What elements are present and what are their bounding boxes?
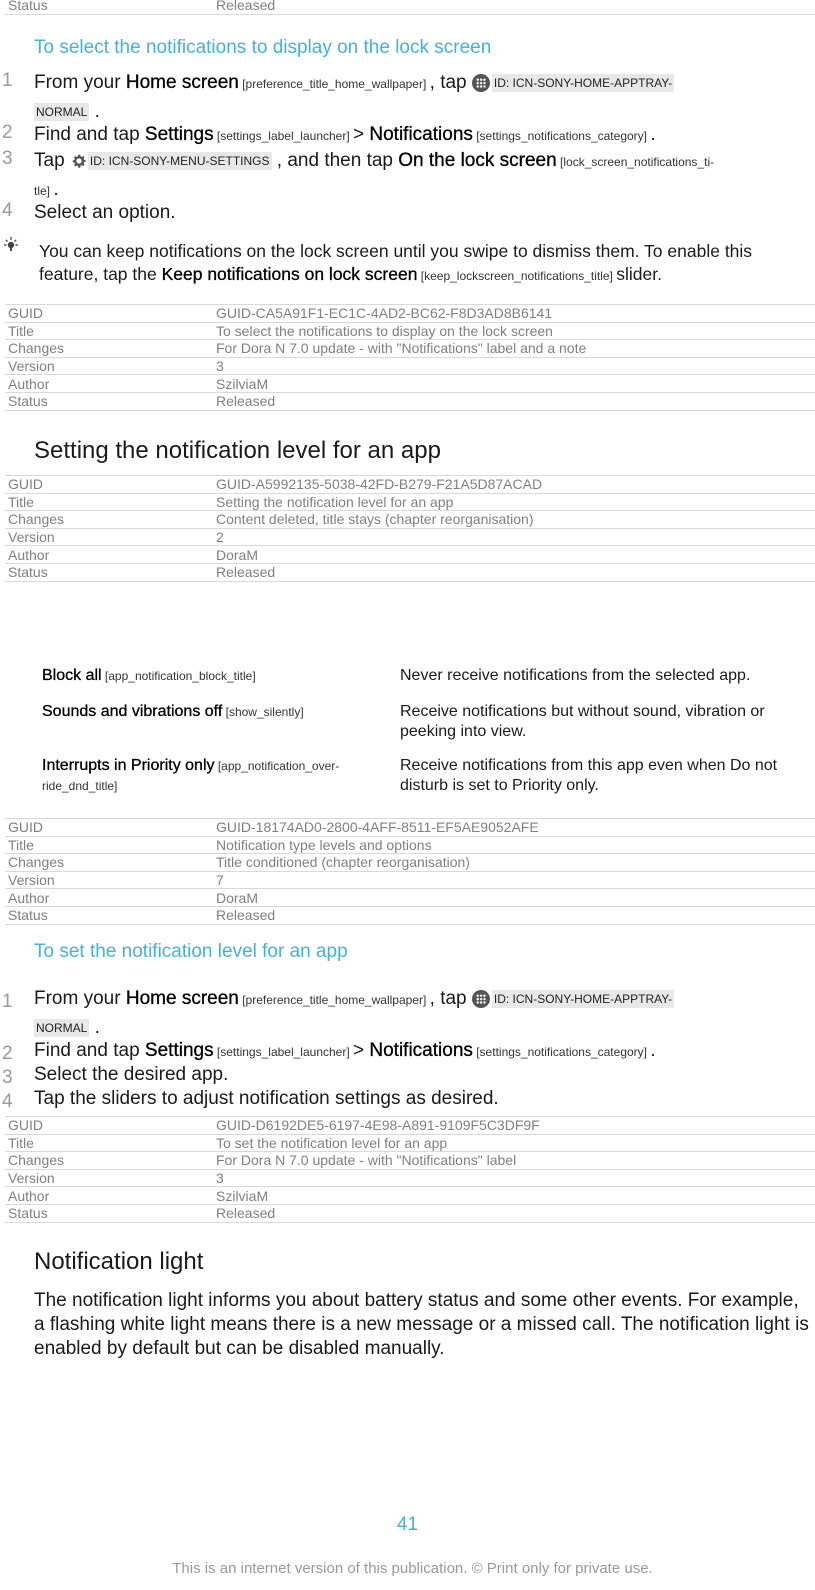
metadata-row bbox=[5, 322, 815, 340]
metadata-key: Status bbox=[5, 0, 213, 14]
metadata-value: Released bbox=[213, 906, 815, 924]
metadata-value: SzilviaM bbox=[213, 375, 815, 393]
step-4: Tap the sliders to adjust notification settings as desired. bbox=[34, 1088, 499, 1109]
metadata-table-set bbox=[5, 1116, 815, 1223]
metadata-row bbox=[5, 392, 815, 410]
step-number: 3 bbox=[2, 1067, 13, 1088]
step-1: From your Home screen [preference_title_home_wallpaper] , tap ID: ICN-SONY-HOME-APPTRAY- NORMAL . bbox=[34, 988, 673, 1038]
metadata-key: Status bbox=[5, 906, 213, 924]
metadata-row bbox=[5, 511, 815, 529]
icon-id-label: ID: ICN-SONY-MENU-SETTINGS bbox=[89, 153, 270, 168]
step-number: 2 bbox=[2, 1043, 13, 1064]
metadata-key: Title bbox=[5, 836, 213, 854]
step-number: 4 bbox=[2, 200, 13, 221]
metadata-value: Setting the notification level for an app bbox=[213, 493, 815, 511]
home-screen-term: Home screen bbox=[125, 72, 239, 93]
step-number: 4 bbox=[2, 1091, 13, 1112]
metadata-row bbox=[5, 375, 815, 393]
icon-id-label: ID: ICN-SONY-HOME-APPTRAY- bbox=[493, 75, 673, 90]
app-tray-icon bbox=[472, 74, 490, 92]
metadata-row bbox=[5, 1204, 815, 1222]
step-1: From your Home screen [preference_title_home_wallpaper] , tap ID: ICN-SONY-HOME-APPTRAY- NORMAL . bbox=[34, 72, 673, 122]
metadata-row bbox=[5, 871, 815, 889]
metadata-row bbox=[5, 340, 815, 358]
tip-text: You can keep notifications on the lock screen until you swipe to dismiss them. To enable this feature, tap the Keep notifications on lock screen [keep_lockscreen_notifications_title] slider. bbox=[39, 241, 753, 284]
metadata-value: GUID-CA5A91F1-EC1C-4AD2-BC62-F8D3AD8B6141 bbox=[213, 305, 815, 323]
metadata-row bbox=[5, 493, 815, 511]
metadata-value: For Dora N 7.0 update - with "Notifications" label and a note bbox=[213, 340, 815, 358]
metadata-value: GUID-A5992135-5038-42FD-B279-F21A5D87ACAD bbox=[213, 476, 815, 494]
metadata-value: DoraM bbox=[213, 546, 815, 564]
metadata-value: Released bbox=[213, 0, 815, 14]
home-screen-term: Home screen bbox=[125, 988, 239, 1009]
section-title-lock-screen: To select the notifications to display on the lock screen bbox=[34, 37, 492, 58]
app-tray-icon bbox=[472, 990, 490, 1008]
metadata-table-partial bbox=[5, 0, 815, 15]
page-number: 41 bbox=[396, 1514, 419, 1535]
metadata-row bbox=[5, 1187, 815, 1205]
metadata-key: GUID bbox=[5, 476, 213, 494]
option-term: Block all bbox=[42, 667, 102, 684]
option-description: Receive notifications from this app even when Do not disturb is set to Priority only. bbox=[400, 757, 778, 794]
metadata-row bbox=[5, 476, 815, 494]
metadata-row bbox=[5, 889, 815, 907]
metadata-value: 2 bbox=[213, 528, 815, 546]
metadata-value: Released bbox=[213, 1204, 815, 1222]
metadata-key: Title bbox=[5, 322, 213, 340]
metadata-key: Author bbox=[5, 546, 213, 564]
metadata-table-lock bbox=[5, 304, 815, 411]
metadata-row bbox=[5, 854, 815, 872]
section-title-notification-light: Notification light bbox=[34, 1248, 204, 1275]
metadata-value: Released bbox=[213, 563, 815, 581]
metadata-row bbox=[5, 836, 815, 854]
step-number: 3 bbox=[2, 148, 13, 169]
notification-light-paragraph: The notification light informs you about battery status and some other events. For example, a flashing white light means there is a new message or a missed call. The notification light is enabled by default but can be disabled manually. bbox=[34, 1290, 809, 1359]
step-2: Find and tap Settings [settings_label_launcher] > Notifications [settings_notifications_category] . bbox=[34, 124, 656, 145]
notifications-term: Notifications bbox=[369, 124, 473, 145]
metadata-key: GUID bbox=[5, 1117, 213, 1135]
step-3: Select the desired app. bbox=[34, 1064, 229, 1085]
metadata-key: GUID bbox=[5, 305, 213, 323]
metadata-row bbox=[5, 357, 815, 375]
metadata-row bbox=[5, 1117, 815, 1135]
step-4: Select an option. bbox=[34, 202, 176, 223]
step-3: Tap ID: ICN-SONY-MENU-SETTINGS , and then tap On the lock screen [lock_screen_notifications_ti- tle] . bbox=[34, 150, 715, 200]
metadata-key: Version bbox=[5, 528, 213, 546]
metadata-key: Version bbox=[5, 871, 213, 889]
metadata-key: Changes bbox=[5, 340, 213, 358]
metadata-key: Author bbox=[5, 375, 213, 393]
option-term: Interrupts in Priority only bbox=[42, 757, 215, 774]
metadata-value: GUID-18174AD0-2800-4AFF-8511-EF5AE9052AFE bbox=[213, 819, 815, 837]
metadata-row bbox=[5, 1169, 815, 1187]
metadata-table-level bbox=[5, 475, 815, 582]
option-description: Receive notifications but without sound, vibration or peeking into view. bbox=[400, 703, 765, 740]
step-2: Find and tap Settings [settings_label_launcher] > Notifications [settings_notifications_category] . bbox=[34, 1040, 656, 1061]
metadata-value: 3 bbox=[213, 1169, 815, 1187]
on-the-lock-screen-term: On the lock screen bbox=[398, 150, 557, 171]
metadata-row bbox=[5, 819, 815, 837]
section-title-set-level: To set the notification level for an app bbox=[34, 941, 348, 962]
metadata-key: Author bbox=[5, 889, 213, 907]
metadata-value: To set the notification level for an app bbox=[213, 1134, 815, 1152]
metadata-key: Status bbox=[5, 392, 213, 410]
metadata-value: 3 bbox=[213, 357, 815, 375]
metadata-value: Released bbox=[213, 392, 815, 410]
metadata-value: GUID-D6192DE5-6197-4E98-A891-9109F5C3DF9F bbox=[213, 1117, 815, 1135]
metadata-row bbox=[5, 563, 815, 581]
metadata-key: Author bbox=[5, 1187, 213, 1205]
metadata-value: Notification type levels and options bbox=[213, 836, 815, 854]
gear-icon bbox=[70, 152, 88, 170]
settings-term: Settings bbox=[144, 124, 214, 145]
option-term: Sounds and vibrations off bbox=[42, 703, 223, 720]
metadata-value: To select the notifications to display on the lock screen bbox=[213, 322, 815, 340]
icon-id-label: ID: ICN-SONY-HOME-APPTRAY- bbox=[493, 991, 673, 1006]
metadata-row bbox=[5, 1134, 815, 1152]
metadata-table-types bbox=[5, 818, 815, 925]
step-number: 2 bbox=[2, 122, 13, 143]
option-description: Never receive notifications from the selected app. bbox=[400, 667, 751, 684]
metadata-key: Version bbox=[5, 1169, 213, 1187]
metadata-key: Title bbox=[5, 493, 213, 511]
metadata-row bbox=[5, 546, 815, 564]
metadata-key: Changes bbox=[5, 1152, 213, 1170]
metadata-value: Content deleted, title stays (chapter reorganisation) bbox=[213, 511, 815, 529]
metadata-value: 7 bbox=[213, 871, 815, 889]
lightbulb-tip-icon bbox=[2, 236, 20, 254]
metadata-row bbox=[5, 528, 815, 546]
step-number: 1 bbox=[2, 70, 13, 91]
metadata-key: Changes bbox=[5, 511, 213, 529]
metadata-value: For Dora N 7.0 update - with "Notifications" label bbox=[213, 1152, 815, 1170]
metadata-value: Title conditioned (chapter reorganisation) bbox=[213, 854, 815, 872]
metadata-row bbox=[5, 0, 815, 14]
keep-notifications-term: Keep notifications on lock screen bbox=[161, 264, 418, 284]
metadata-value: DoraM bbox=[213, 889, 815, 907]
page-footer: This is an internet version of this publication. © Print only for private use. bbox=[172, 1560, 653, 1577]
metadata-row bbox=[5, 305, 815, 323]
metadata-key: Status bbox=[5, 1204, 213, 1222]
notifications-term: Notifications bbox=[369, 1040, 473, 1061]
metadata-value: SzilviaM bbox=[213, 1187, 815, 1205]
step-number: 1 bbox=[2, 991, 13, 1012]
metadata-key: Version bbox=[5, 357, 213, 375]
metadata-key: GUID bbox=[5, 819, 213, 837]
settings-term: Settings bbox=[144, 1040, 214, 1061]
metadata-key: Changes bbox=[5, 854, 213, 872]
metadata-row bbox=[5, 1152, 815, 1170]
metadata-row bbox=[5, 906, 815, 924]
metadata-key: Title bbox=[5, 1134, 213, 1152]
section-title-notification-level: Setting the notification level for an app bbox=[34, 437, 441, 464]
metadata-key: Status bbox=[5, 563, 213, 581]
